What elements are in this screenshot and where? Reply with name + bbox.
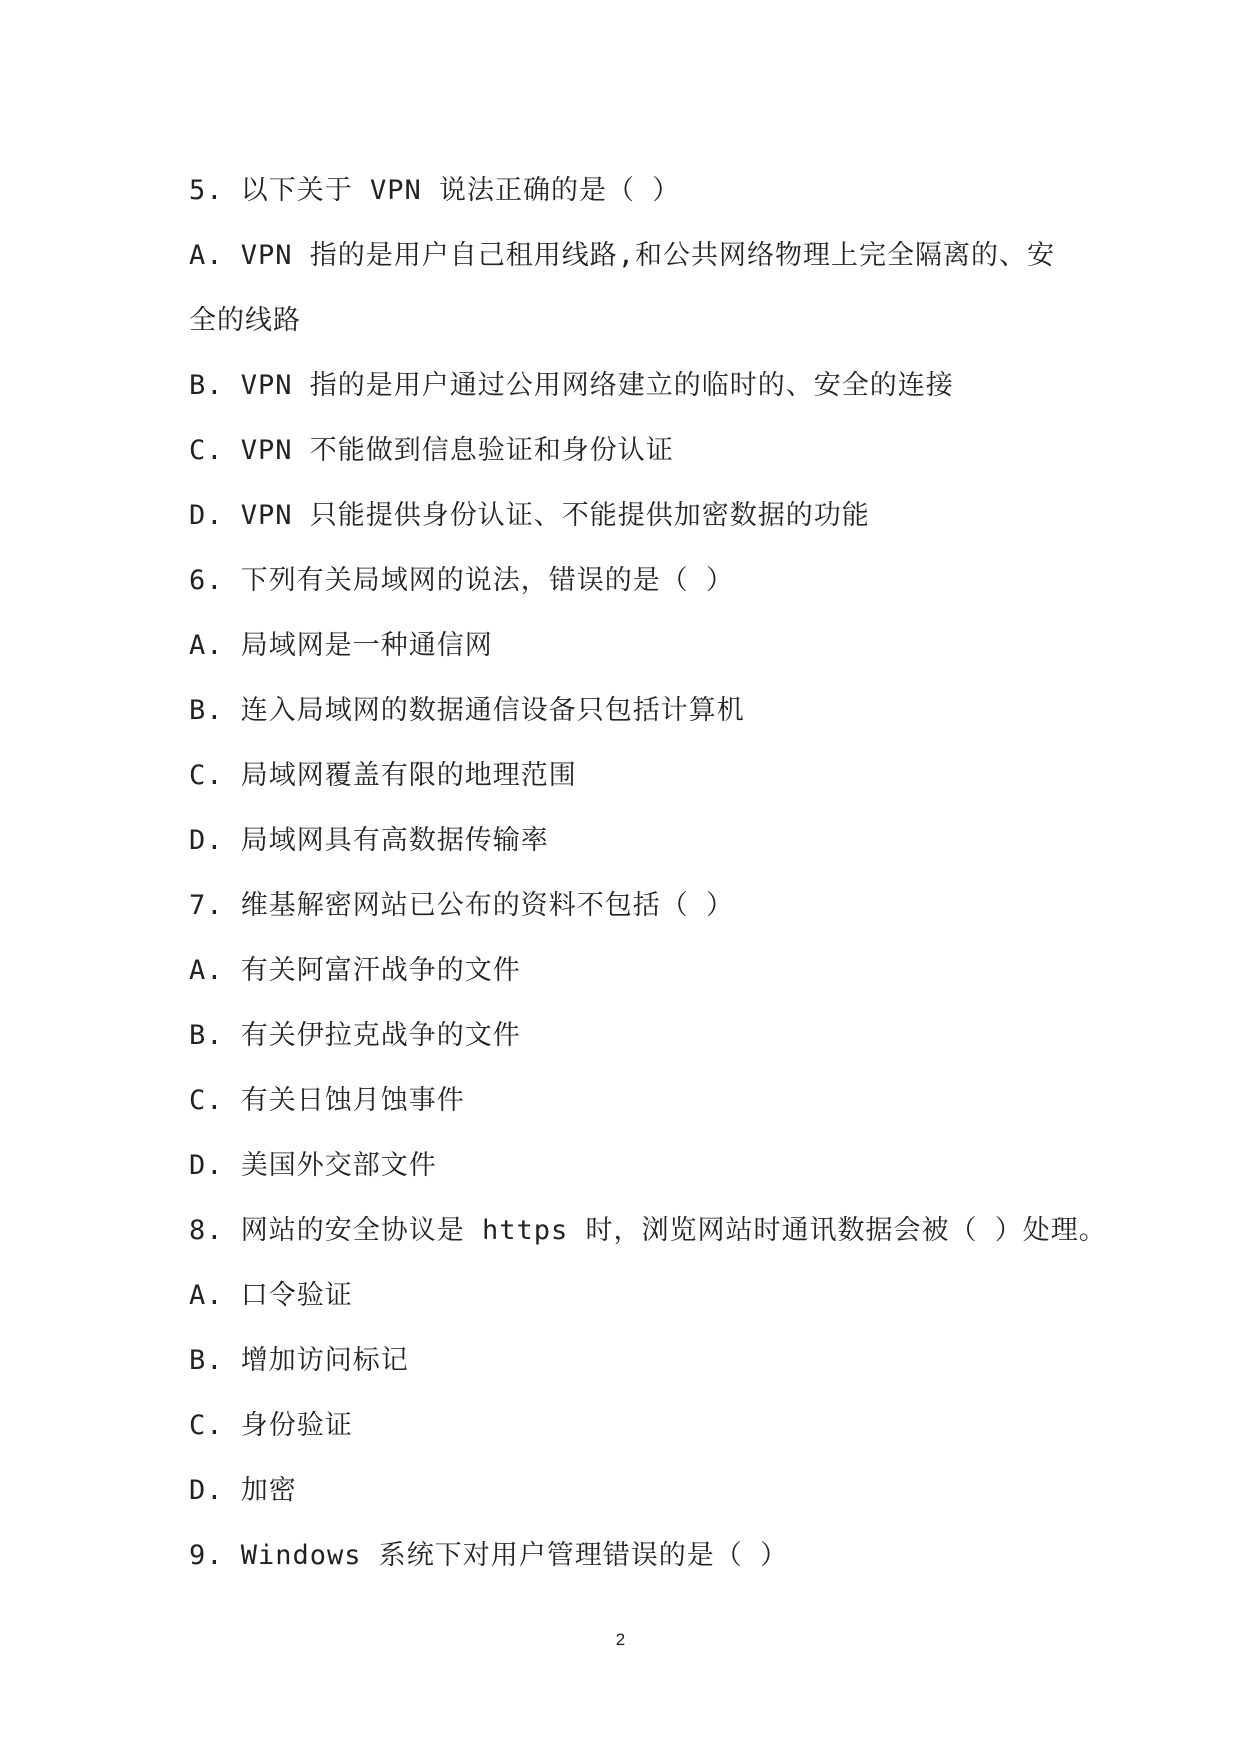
question-8-option-c: C. 身份验证 (189, 1410, 353, 1441)
question-8-stem: 8. 网站的安全协议是 https 时，浏览网站时通讯数据会被（ ）处理。 (189, 1215, 1107, 1246)
question-6-stem: 6. 下列有关局域网的说法，错误的是（ ） (189, 565, 735, 596)
question-7-stem: 7. 维基解密网站已公布的资料不包括（ ） (189, 890, 735, 921)
question-9-stem: 9. Windows 系统下对用户管理错误的是（ ） (189, 1540, 789, 1571)
question-5-option-d: D. VPN 只能提供身份认证、不能提供加密数据的功能 (189, 500, 870, 531)
question-5-option-a-continued: 全的线路 (189, 305, 301, 336)
question-5-stem: 5. 以下关于 VPN 说法正确的是（ ） (189, 175, 681, 206)
question-7-option-d: D. 美国外交部文件 (189, 1150, 437, 1181)
question-7-option-c: C. 有关日蚀月蚀事件 (189, 1085, 465, 1116)
question-5-option-c: C. VPN 不能做到信息验证和身份认证 (189, 435, 674, 466)
question-7-option-a: A. 有关阿富汗战争的文件 (189, 955, 521, 986)
question-content (189, 158, 1107, 1588)
question-6-option-c: C. 局域网覆盖有限的地理范围 (189, 760, 577, 791)
question-8-option-a: A. 口令验证 (189, 1280, 353, 1311)
question-6-option-d: D. 局域网具有高数据传输率 (189, 825, 549, 856)
question-7-option-b: B. 有关伊拉克战争的文件 (189, 1020, 521, 1051)
page-number: 2 (615, 1630, 626, 1649)
question-6-option-b: B. 连入局域网的数据通信设备只包括计算机 (189, 695, 745, 726)
question-5-option-b: B. VPN 指的是用户通过公用网络建立的临时的、安全的连接 (189, 370, 954, 401)
question-6-option-a: A. 局域网是一种通信网 (189, 630, 493, 661)
question-8-option-b: B. 增加访问标记 (189, 1345, 409, 1376)
question-5-option-a: A. VPN 指的是用户自己租用线路,和公共网络物理上完全隔离的、安 (189, 240, 1056, 271)
question-8-option-d: D. 加密 (189, 1475, 297, 1506)
